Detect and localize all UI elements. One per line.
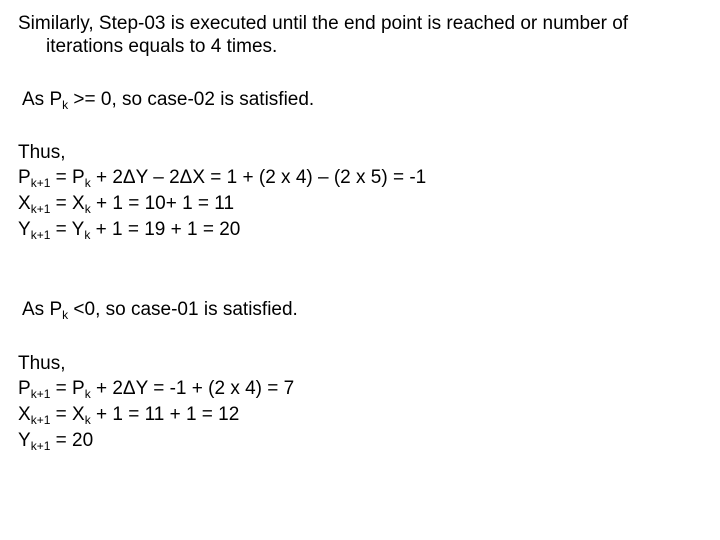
condition-case-01: As $P_k <0$, so case-01 is satisfied. [22,299,298,322]
condition-case-02: As $P_k >= 0$, so case-02 is satisfied. [22,89,315,112]
thus-label-2: Thus, [18,353,66,374]
equation-y-next-1: $Y_{k+1} = Y_k + 1 = 19 + 1 = 20$ [18,219,241,242]
thus-label-1: Thus, [18,142,66,163]
equation-x-next-2: $X_{k+1} = X_k + 1 = 11 + 1 = 12$ [18,404,240,427]
equation-y-next-2: $Y_{k+1} = 20$ [18,430,94,453]
intro-line-2: iterations equals to 4 times. [46,36,278,57]
equation-p-next-1: $P_{k+1} = P_k + 2\Delta Y - 2\Delta X = 1 + (2$ x 4) – (2 x 5) = -1 [18,167,427,190]
equation-p-next-2: $P_{k+1} = P_k + 2\Delta Y = -1 + (2$ x 4) = 7 [18,378,295,401]
intro-line-1: Similarly, Step-03 is executed until the end point is reached or number of [18,13,629,34]
equation-x-next-1: $X_{k+1} = X_k + 1 = 10+ 1 = 11$ [18,193,235,216]
